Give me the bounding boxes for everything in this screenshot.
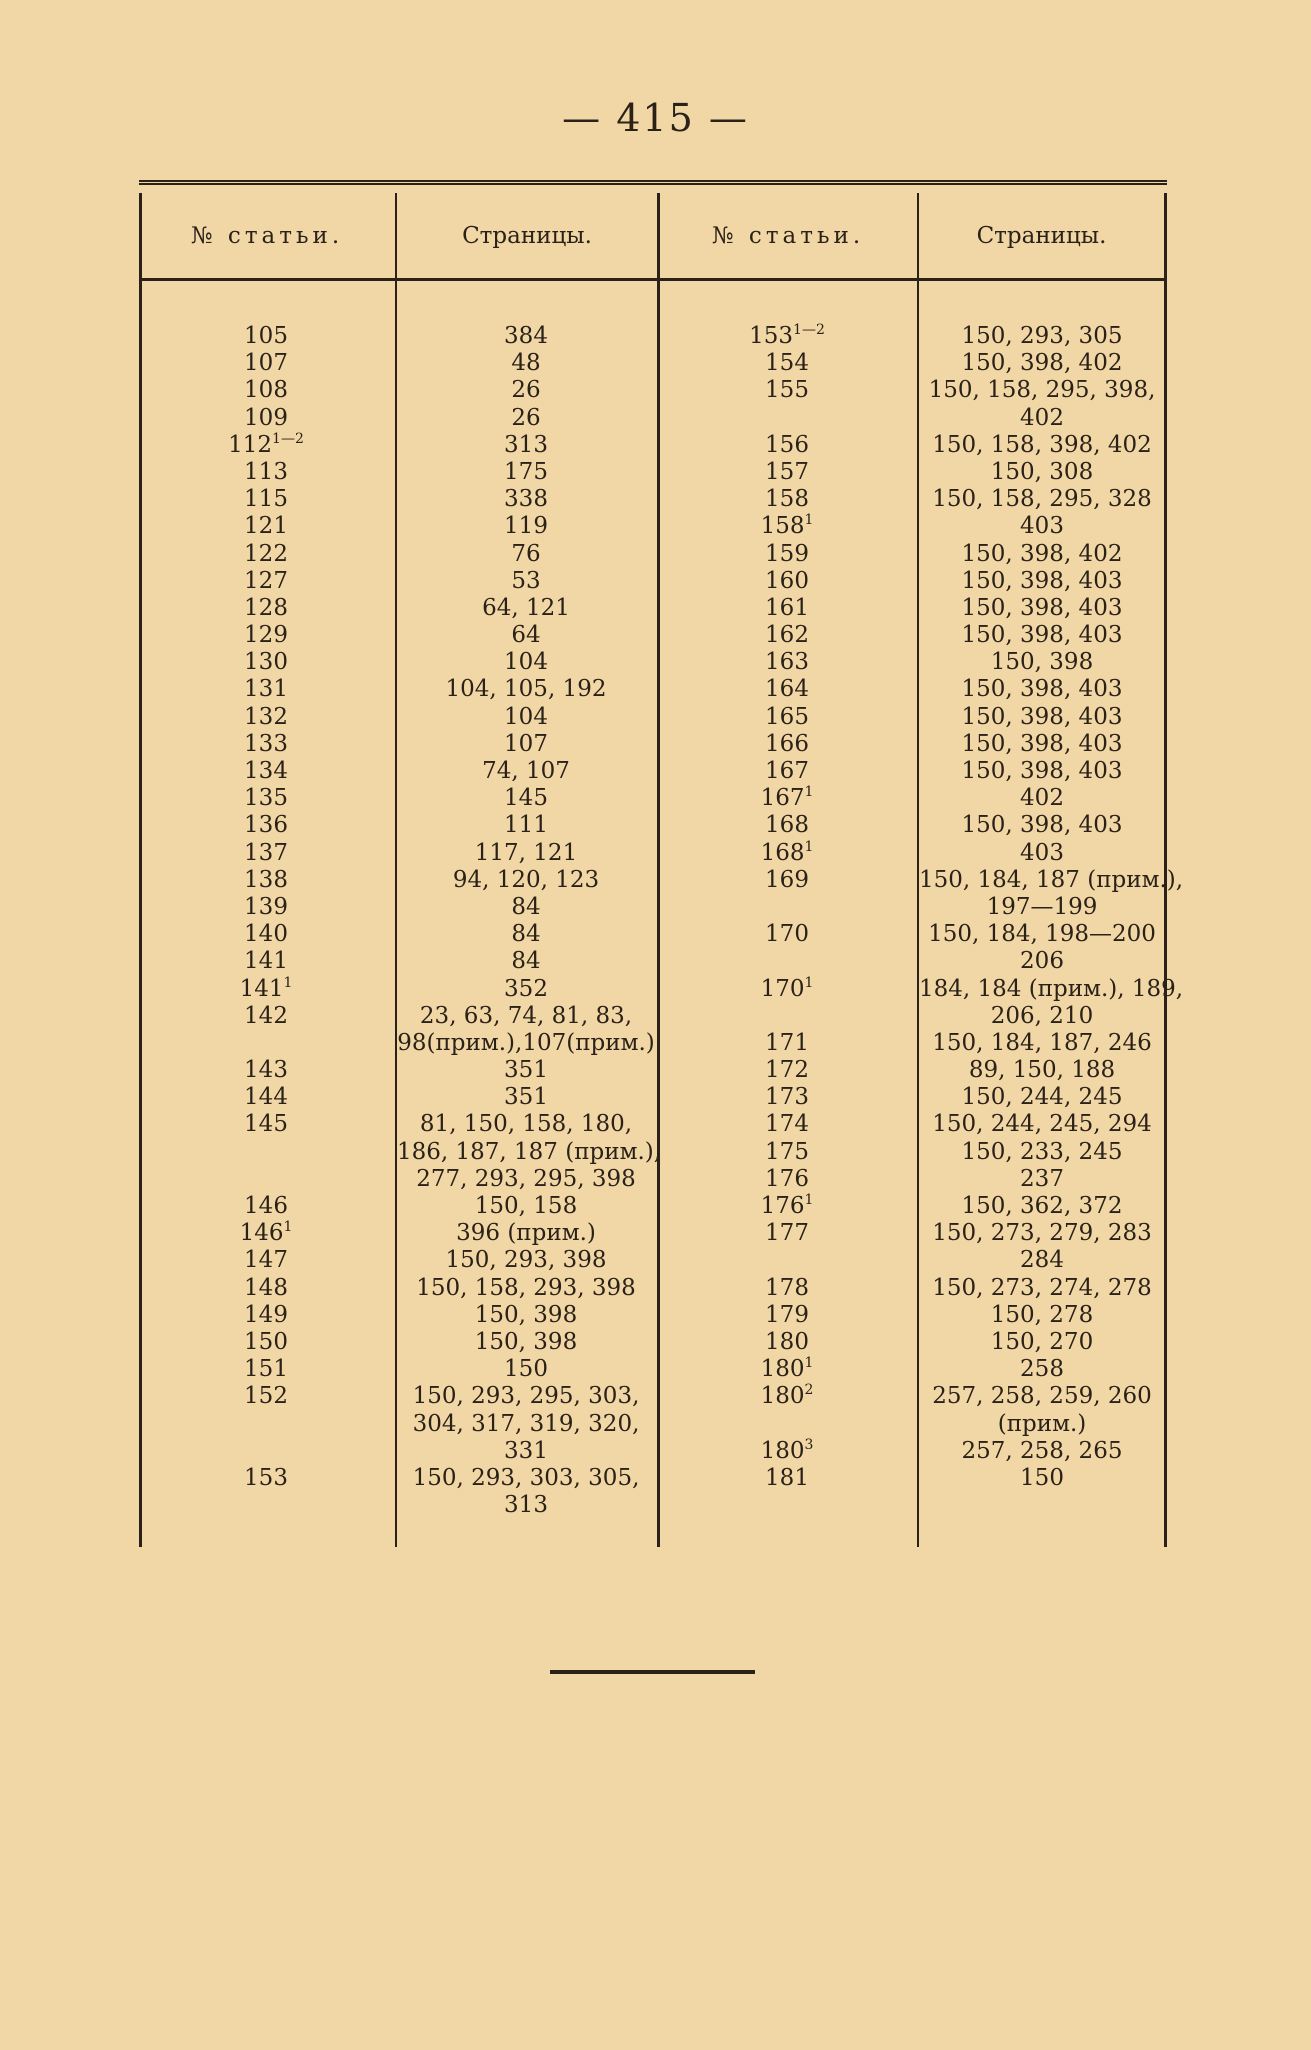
table-row [139, 704, 1167, 731]
table-row [139, 1084, 1167, 1111]
article-no-cell: 149 [244, 1301, 288, 1328]
article-no-cell: 144 [244, 1084, 288, 1111]
article-no-cell: $180^1$ [760, 1355, 814, 1383]
pages-cell: 150, 270 [990, 1328, 1094, 1355]
pages-cell: 48 [511, 350, 541, 377]
article-no-cell: 127 [244, 567, 288, 594]
table-row [139, 649, 1167, 676]
pages-cell: 150, 398, 403 [961, 676, 1123, 703]
article-no-cell: 140 [244, 921, 288, 948]
article-no-cell: $146^1$ [239, 1219, 293, 1247]
pages-cell: 64 [511, 622, 541, 649]
pages-cell: 150, 398 [474, 1301, 578, 1328]
pages-cell: 351 [504, 1084, 548, 1111]
article-no-cell: 122 [244, 540, 288, 567]
article-no-cell: 171 [765, 1029, 809, 1056]
article-no-cell: 113 [244, 458, 288, 485]
article-no-cell: 181 [765, 1464, 809, 1491]
pages-cell: 184, 184 (прим.), 189, [919, 975, 1184, 1002]
table-row [139, 1166, 1167, 1193]
pages-cell: 150, 158 [474, 1193, 578, 1219]
pages-cell: 84 [511, 921, 541, 948]
header-rule [139, 278, 1167, 281]
pages-cell: 304, 317, 319, 320, [412, 1410, 640, 1437]
article-no-cell: 155 [765, 377, 809, 404]
pages-cell: 206, 210 [990, 1002, 1094, 1029]
pages-cell: 150, 158, 398, 402 [932, 431, 1152, 458]
article-no-cell: 138 [244, 866, 288, 893]
table-row [139, 1111, 1167, 1138]
article-no-cell: $180^2$ [760, 1382, 814, 1410]
article-no-cell: 105 [244, 323, 288, 349]
pages-cell: 150, 293, 295, 303, [412, 1383, 640, 1410]
article-no-cell: 135 [244, 785, 288, 812]
article-no-cell: 166 [765, 730, 809, 757]
table-row [139, 595, 1167, 622]
pages-cell: 150, 293, 398 [445, 1247, 607, 1274]
table-row [139, 1356, 1167, 1383]
article-no-cell: 177 [765, 1220, 809, 1247]
article-no-cell: $153^{1—2}$ [749, 322, 825, 349]
table-row [139, 1003, 1167, 1030]
article-no-cell: 161 [765, 594, 809, 621]
table-row [139, 1139, 1167, 1166]
article-no-cell: 162 [765, 622, 809, 649]
article-no-cell: 109 [244, 404, 288, 431]
table-row [139, 785, 1167, 812]
article-no-cell: 158 [765, 486, 809, 513]
pages-cell: 313 [504, 431, 548, 458]
article-no-cell: 165 [765, 703, 809, 730]
article-no-cell: 164 [765, 676, 809, 703]
table-row [139, 459, 1167, 486]
pages-cell: 150, 398 [990, 649, 1094, 676]
pages-cell: 258 [1020, 1356, 1064, 1383]
pages-cell: 284 [1020, 1247, 1064, 1274]
header-pages-2: Страницы. [976, 222, 1107, 249]
article-no-cell: 170 [765, 921, 809, 948]
article-no-cell: $170^1$ [760, 974, 814, 1002]
article-no-cell: $168^1$ [760, 838, 814, 866]
table-row [139, 568, 1167, 595]
pages-cell: 74, 107 [482, 758, 570, 784]
pages-cell: 76 [511, 540, 541, 567]
article-no-cell: 178 [765, 1274, 809, 1301]
table-body [139, 322, 1184, 1519]
article-no-cell: 160 [765, 567, 809, 594]
pages-cell: 257, 258, 265 [961, 1437, 1123, 1464]
article-no-cell: 145 [244, 1111, 288, 1138]
pages-cell: 186, 187, 187 (прим.), [397, 1138, 662, 1165]
article-no-cell: 129 [244, 622, 288, 649]
article-no-cell: 173 [765, 1084, 809, 1111]
table-row [139, 1329, 1167, 1356]
table-row [139, 1030, 1167, 1057]
pages-cell: 150, 278 [990, 1301, 1094, 1328]
article-no-cell: 107 [244, 350, 288, 377]
article-no-cell: 154 [765, 350, 809, 377]
pages-cell: 150, 233, 245 [961, 1138, 1123, 1165]
pages-cell: 403 [1020, 839, 1064, 866]
article-no-cell: $180^3$ [760, 1436, 814, 1464]
pages-cell: 150, 158, 295, 328 [932, 486, 1152, 513]
article-no-cell: $167^1$ [760, 784, 814, 812]
pages-cell: 26 [511, 377, 541, 404]
table-row [139, 894, 1167, 921]
table-row [139, 731, 1167, 758]
pages-cell: 53 [511, 567, 541, 594]
pages-cell: 98(прим.),107(прим.) [397, 1029, 655, 1056]
pages-cell: 23, 63, 74, 81, 83, [419, 1002, 633, 1029]
table-row [139, 1247, 1167, 1274]
pages-cell: 150, 398 [474, 1328, 578, 1355]
table-row [139, 840, 1167, 867]
article-no-cell: 176 [765, 1165, 809, 1192]
table-row [139, 866, 1184, 894]
pages-cell: 150, 398, 403 [961, 812, 1123, 839]
table-row [139, 1465, 1167, 1492]
article-no-cell: 139 [244, 893, 288, 920]
pages-cell: 150, 398, 402 [961, 540, 1123, 567]
pages-cell: 119 [504, 513, 548, 540]
pages-cell: 150, 398, 403 [961, 758, 1123, 784]
pages-cell: 150, 293, 303, 305, [412, 1464, 640, 1491]
pages-cell: 145 [504, 785, 548, 812]
pages-cell: 107 [504, 730, 548, 757]
pages-cell: 104 [504, 649, 548, 676]
pages-cell: 175 [504, 458, 548, 485]
table-row [139, 1492, 1167, 1519]
header-pages-1: Страницы. [462, 222, 592, 249]
article-no-cell: 115 [244, 486, 288, 513]
pages-cell: 64, 121 [482, 594, 570, 621]
article-no-cell: 137 [244, 839, 288, 866]
article-no-cell: 128 [244, 594, 288, 621]
table-row [139, 974, 1184, 1003]
pages-cell: 150, 273, 279, 283 [932, 1220, 1152, 1247]
article-no-cell: 132 [244, 703, 288, 730]
bottom-rule [550, 1670, 755, 1674]
article-no-cell: $112^{1—2}$ [228, 430, 304, 458]
table-row [139, 1220, 1167, 1247]
article-no-cell: 180 [765, 1328, 809, 1355]
article-no-cell: 157 [765, 458, 809, 485]
index-table [139, 180, 1184, 1547]
pages-cell: (прим.) [997, 1410, 1087, 1437]
article-no-cell: 151 [244, 1356, 288, 1383]
table-row [139, 377, 1167, 404]
article-no-cell: 143 [244, 1057, 288, 1084]
article-no-cell: 121 [244, 513, 288, 540]
pages-cell: 352 [504, 975, 548, 1002]
article-no-cell: 141 [244, 948, 288, 975]
pages-cell: 150, 398, 402 [961, 350, 1123, 377]
table-row [139, 758, 1167, 785]
article-no-cell: $176^1$ [760, 1192, 814, 1219]
article-no-cell: 172 [765, 1057, 809, 1084]
pages-cell: 150, 398, 403 [961, 730, 1123, 757]
pages-cell: 89, 150, 188 [968, 1057, 1116, 1084]
pages-cell: 257, 258, 259, 260 [932, 1383, 1152, 1410]
article-no-cell: 142 [244, 1002, 288, 1029]
table-row [139, 1193, 1167, 1220]
pages-cell: 150, 362, 372 [961, 1193, 1123, 1219]
pages-cell: 150, 184, 187 (прим.), [919, 866, 1184, 893]
pages-cell: 104 [504, 703, 548, 730]
table-row [139, 1057, 1167, 1084]
pages-cell: 150 [1020, 1464, 1064, 1491]
pages-cell: 150, 244, 245 [961, 1084, 1123, 1111]
article-no-cell: 156 [765, 431, 809, 458]
pages-cell: 402 [1020, 785, 1064, 812]
table-row [139, 350, 1167, 377]
table-row [139, 812, 1167, 839]
pages-cell: 150, 244, 245, 294 [932, 1111, 1152, 1138]
pages-cell: 150, 398, 403 [961, 567, 1123, 594]
table-row [139, 323, 1167, 350]
article-no-cell: 134 [244, 758, 288, 784]
article-no-cell: 131 [244, 676, 288, 703]
table-row [139, 513, 1167, 540]
article-no-cell: 150 [244, 1328, 288, 1355]
article-no-cell: 175 [765, 1138, 809, 1165]
pages-cell: 150, 158, 293, 398 [416, 1274, 636, 1301]
pages-cell: 150, 398, 403 [961, 594, 1123, 621]
pages-cell: 403 [1020, 513, 1064, 540]
pages-cell: 150, 184, 198—200 [928, 921, 1156, 948]
pages-cell: 104, 105, 192 [445, 676, 607, 703]
article-no-cell: 179 [765, 1301, 809, 1328]
article-no-cell: 108 [244, 377, 288, 404]
page-number: — 415 — [562, 96, 749, 140]
table-row [139, 541, 1167, 568]
table-row [139, 405, 1167, 432]
article-no-cell: $158^1$ [760, 512, 814, 540]
table-row [139, 1302, 1167, 1329]
table-row [139, 1411, 1167, 1438]
table-row [139, 1438, 1167, 1465]
pages-cell: 26 [511, 404, 541, 431]
article-no-cell: 148 [244, 1274, 288, 1301]
pages-cell: 237 [1020, 1165, 1064, 1192]
article-no-cell: 152 [244, 1383, 288, 1410]
pages-cell: 351 [504, 1057, 548, 1084]
article-no-cell: 159 [765, 540, 809, 567]
article-no-cell: 163 [765, 649, 809, 676]
article-no-cell: 130 [244, 649, 288, 676]
article-no-cell: 136 [244, 812, 288, 839]
pages-cell: 84 [511, 948, 541, 975]
article-no-cell: 169 [765, 866, 809, 893]
pages-cell: 84 [511, 893, 541, 920]
table-row [139, 921, 1167, 948]
table-row [139, 676, 1167, 703]
pages-cell: 402 [1020, 404, 1064, 431]
pages-cell: 338 [504, 486, 548, 513]
pages-cell: 111 [504, 812, 548, 839]
table-row [139, 486, 1167, 513]
pages-cell: 313 [504, 1492, 548, 1519]
article-no-cell: 146 [244, 1193, 288, 1219]
table-row [139, 622, 1167, 649]
pages-cell: 150 [504, 1356, 548, 1383]
table-row [139, 948, 1167, 975]
pages-cell: 396 (прим.) [456, 1220, 596, 1247]
article-no-cell: 147 [244, 1247, 288, 1274]
pages-cell: 81, 150, 158, 180, [419, 1111, 633, 1138]
pages-cell: 150, 293, 305 [961, 323, 1123, 349]
pages-cell: 150, 398, 403 [961, 622, 1123, 649]
pages-cell: 331 [504, 1437, 548, 1464]
article-no-cell: 133 [244, 730, 288, 757]
pages-cell: 150, 158, 295, 398, [928, 377, 1156, 404]
article-no-cell: 153 [244, 1464, 288, 1491]
article-no-cell: 174 [765, 1111, 809, 1138]
pages-cell: 94, 120, 123 [452, 866, 600, 893]
article-no-cell: 168 [765, 812, 809, 839]
pages-cell: 117, 121 [474, 839, 578, 866]
pages-cell: 150, 308 [990, 458, 1094, 485]
table-row [139, 432, 1167, 459]
header-article-no-2: № статьи. [711, 222, 865, 249]
header-article-no-1: № статьи. [190, 222, 344, 249]
table-row [139, 1383, 1167, 1410]
pages-cell: 150, 184, 187, 246 [932, 1029, 1152, 1056]
pages-cell: 384 [504, 323, 548, 349]
pages-cell: 277, 293, 295, 398 [416, 1165, 636, 1192]
pages-cell: 197—199 [986, 893, 1098, 920]
article-no-cell: $141^1$ [239, 974, 293, 1002]
pages-cell: 150, 398, 403 [961, 703, 1123, 730]
pages-cell: 150, 273, 274, 278 [932, 1274, 1152, 1301]
table-row [139, 1275, 1167, 1302]
article-no-cell: 167 [765, 758, 809, 784]
pages-cell: 206 [1020, 948, 1064, 975]
